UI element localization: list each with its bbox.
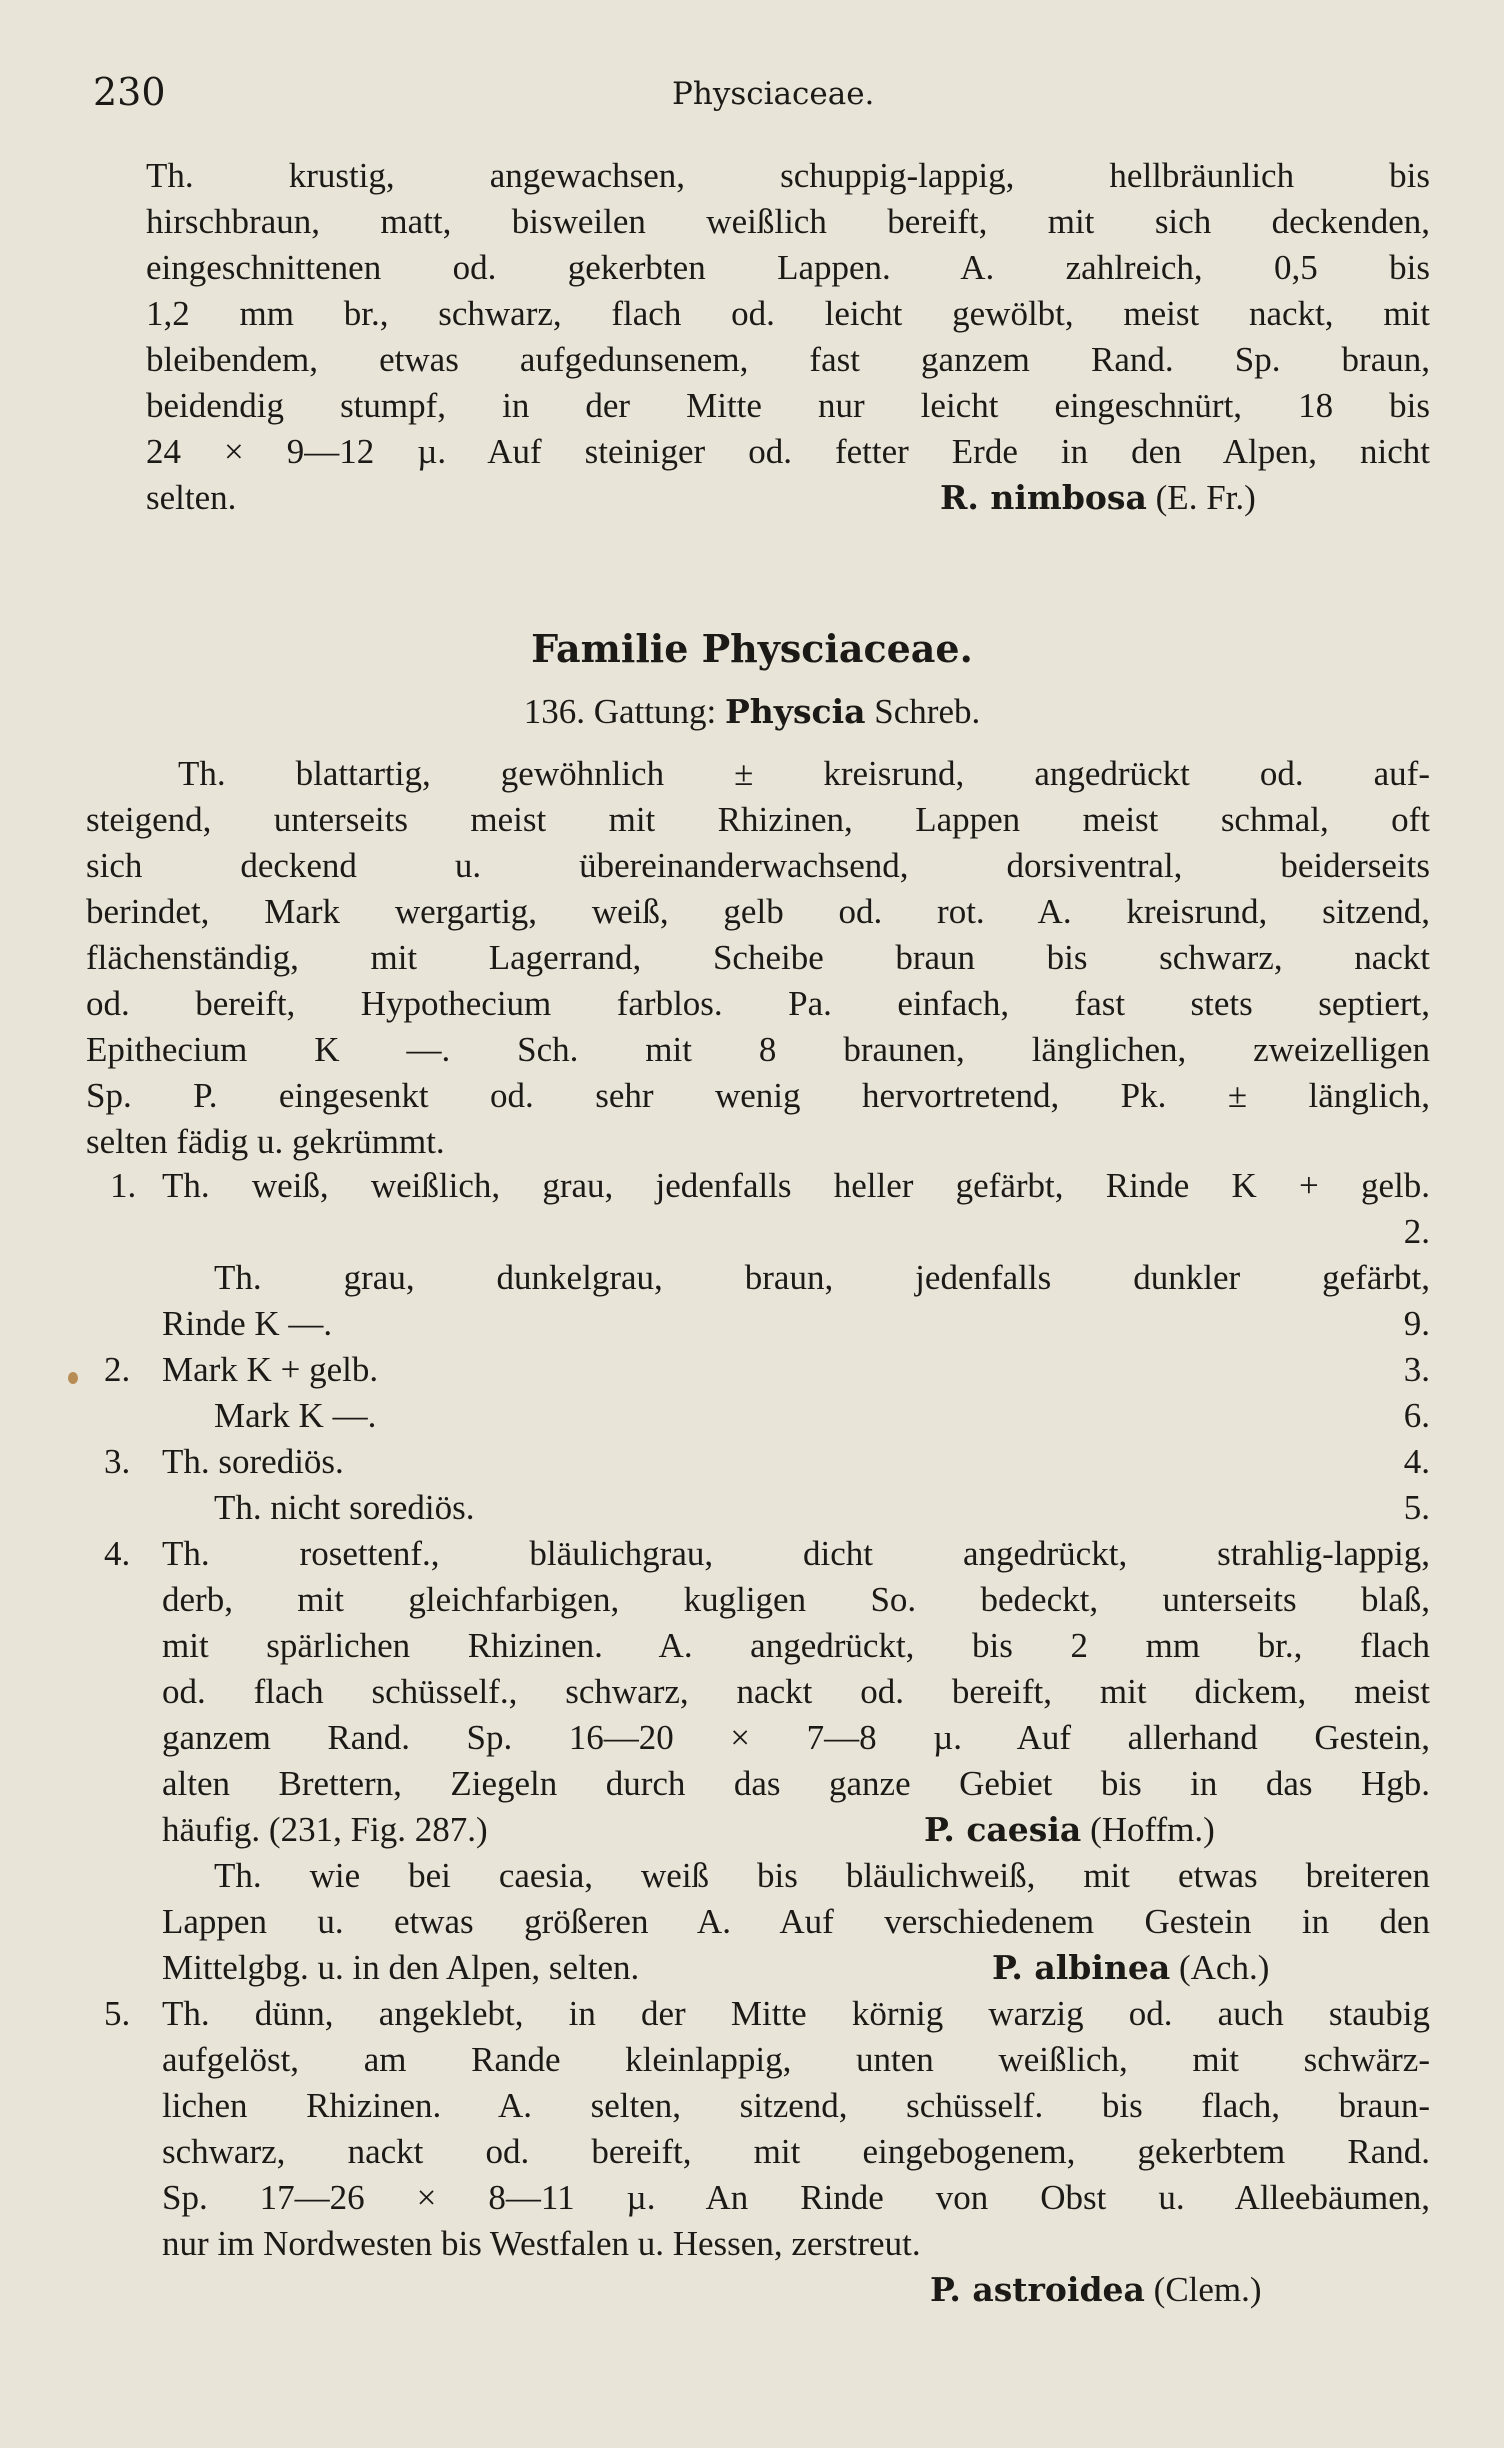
- key-couplet-text: Th. nicht sorediös.: [214, 1488, 475, 1527]
- text-line: selten.: [146, 478, 237, 517]
- key-couplet-text: Rinde K —.: [162, 1304, 333, 1343]
- text-line: häufig. (231, Fig. 287.): [162, 1810, 488, 1849]
- text-line: beidendig stumpf, in der Mitte nur leicht eingeschnürt, 18 bis: [146, 386, 1430, 425]
- key-couplet-text: Th. grau, dunkelgrau, braun, jedenfalls dunkler gefärbt,: [214, 1258, 1430, 1297]
- text-line: Lappen u. etwas größeren A. Auf verschiedenem Gestein in den: [162, 1902, 1430, 1941]
- key-lead: 5.: [1403, 1488, 1430, 1527]
- text-line: 1,2 mm br., schwarz, flach od. leicht gewölbt, meist nackt, mit: [146, 294, 1430, 333]
- key-number: 3.: [104, 1442, 131, 1481]
- text-line: Epithecium K —. Sch. mit 8 braunen, länglichen, zweizelligen: [86, 1030, 1430, 1069]
- species-binomial: P. caesia: [924, 1810, 1082, 1849]
- text-line: Th. dünn, angeklebt, in der Mitte körnig warzig od. auch staubig: [162, 1994, 1430, 2033]
- text-line: Th. krustig, angewachsen, schuppig-lappig, hellbräunlich bis: [146, 156, 1430, 195]
- key-number: 2.: [104, 1350, 131, 1389]
- text-line: ganzem Rand. Sp. 16—20 × 7—8 µ. Auf allerhand Gestein,: [162, 1718, 1430, 1757]
- text-line: mit spärlichen Rhizinen. A. angedrückt, bis 2 mm br., flach: [162, 1626, 1430, 1665]
- species-name: [992, 1946, 1269, 1990]
- species-author: (Clem.): [1153, 2270, 1262, 2309]
- text-line: bleibendem, etwas aufgedunsenem, fast ganzem Rand. Sp. braun,: [146, 340, 1430, 379]
- text-line: 24 × 9—12 µ. Auf steiniger od. fetter Erde in den Alpen, nicht: [146, 432, 1430, 471]
- species-author: (Ach.): [1178, 1948, 1270, 1987]
- key-lead: 9.: [1403, 1304, 1430, 1343]
- text-line: steigend, unterseits meist mit Rhizinen, Lappen meist schmal, oft: [86, 800, 1430, 839]
- key-number: 5.: [104, 1994, 131, 2033]
- text-line: derb, mit gleichfarbigen, kugligen So. bedeckt, unterseits blaß,: [162, 1580, 1430, 1619]
- text-line: Th. blattartig, gewöhnlich ± kreisrund, angedrückt od. auf-: [178, 754, 1430, 793]
- genus-author: Schreb.: [874, 692, 981, 731]
- species-name: [924, 1808, 1215, 1852]
- page-header: [0, 70, 1504, 120]
- key-lead: 6.: [1403, 1396, 1430, 1435]
- text-line: aufgelöst, am Rande kleinlappig, unten weißlich, mit schwärz-: [162, 2040, 1430, 2079]
- species-author: (Hoffm.): [1090, 1810, 1215, 1849]
- text-line: alten Brettern, Ziegeln durch das ganze Gebiet bis in das Hgb.: [162, 1764, 1430, 1803]
- text-line: Mittelgbg. u. in den Alpen, selten.: [162, 1948, 640, 1987]
- text-line: flächenständig, mit Lagerrand, Scheibe braun bis schwarz, nackt: [86, 938, 1430, 977]
- text-line: sich deckend u. übereinanderwachsend, dorsiventral, beiderseits: [86, 846, 1430, 885]
- text-line: Sp. 17—26 × 8—11 µ. An Rinde von Obst u. Alleebäumen,: [162, 2178, 1430, 2217]
- key-lead: 4.: [1403, 1442, 1430, 1481]
- text-line: schwarz, nackt od. bereift, mit eingebogenem, gekerbtem Rand.: [162, 2132, 1430, 2171]
- key-lead: 2.: [1403, 1212, 1430, 1251]
- key-couplet-text: Th. sorediös.: [162, 1442, 344, 1481]
- key-number: 4.: [104, 1534, 131, 1573]
- text-line: berindet, Mark wergartig, weiß, gelb od. rot. A. kreisrund, sitzend,: [86, 892, 1430, 931]
- species-binomial: P. albinea: [992, 1948, 1171, 1987]
- species-author: (E. Fr.): [1155, 478, 1256, 517]
- text-line: eingeschnittenen od. gekerbten Lappen. A. zahlreich, 0,5 bis: [146, 248, 1430, 287]
- key-number: 1.: [110, 1166, 137, 1205]
- text-line: Sp. P. eingesenkt od. sehr wenig hervortretend, Pk. ± länglich,: [86, 1076, 1430, 1115]
- text-line: hirschbraun, matt, bisweilen weißlich bereift, mit sich deckenden,: [146, 202, 1430, 241]
- key-lead: 3.: [1403, 1350, 1430, 1389]
- key-couplet-text: Mark K —.: [214, 1396, 377, 1435]
- text-line: lichen Rhizinen. A. selten, sitzend, schüsself. bis flach, braun-: [162, 2086, 1430, 2125]
- text-line: Th. wie bei caesia, weiß bis bläulichweiß, mit etwas breiteren: [214, 1856, 1430, 1895]
- genus-name: Physcia: [724, 692, 866, 731]
- page-number: 230: [93, 70, 166, 114]
- key-couplet-text: Th. weiß, weißlich, grau, jedenfalls heller gefärbt, Rinde K + gelb.: [162, 1166, 1430, 1205]
- species-name: [940, 476, 1256, 520]
- text-line: nur im Nordwesten bis Westfalen u. Hessen, zerstreut.: [162, 2224, 921, 2263]
- text-line: od. bereift, Hypothecium farblos. Pa. einfach, fast stets septiert,: [86, 984, 1430, 1023]
- species-binomial: P. astroidea: [930, 2270, 1145, 2309]
- family-title: Familie Physciaceae.: [531, 626, 973, 671]
- key-couplet-text: Mark K + gelb.: [162, 1350, 379, 1389]
- species-name: [930, 2268, 1262, 2312]
- genus-heading: [0, 690, 1504, 734]
- ink-spot: [68, 1372, 78, 1384]
- text-line: selten fädig u. gekrümmt.: [86, 1122, 445, 1161]
- species-binomial: R. nimbosa: [940, 478, 1147, 517]
- text-line: od. flach schüsself., schwarz, nackt od. bereift, mit dickem, meist: [162, 1672, 1430, 1711]
- text-line: Th. rosettenf., bläulichgrau, dicht angedrückt, strahlig-lappig,: [162, 1534, 1430, 1573]
- running-head: Physciaceae.: [672, 76, 875, 112]
- genus-prefix: 136. Gattung:: [523, 692, 717, 731]
